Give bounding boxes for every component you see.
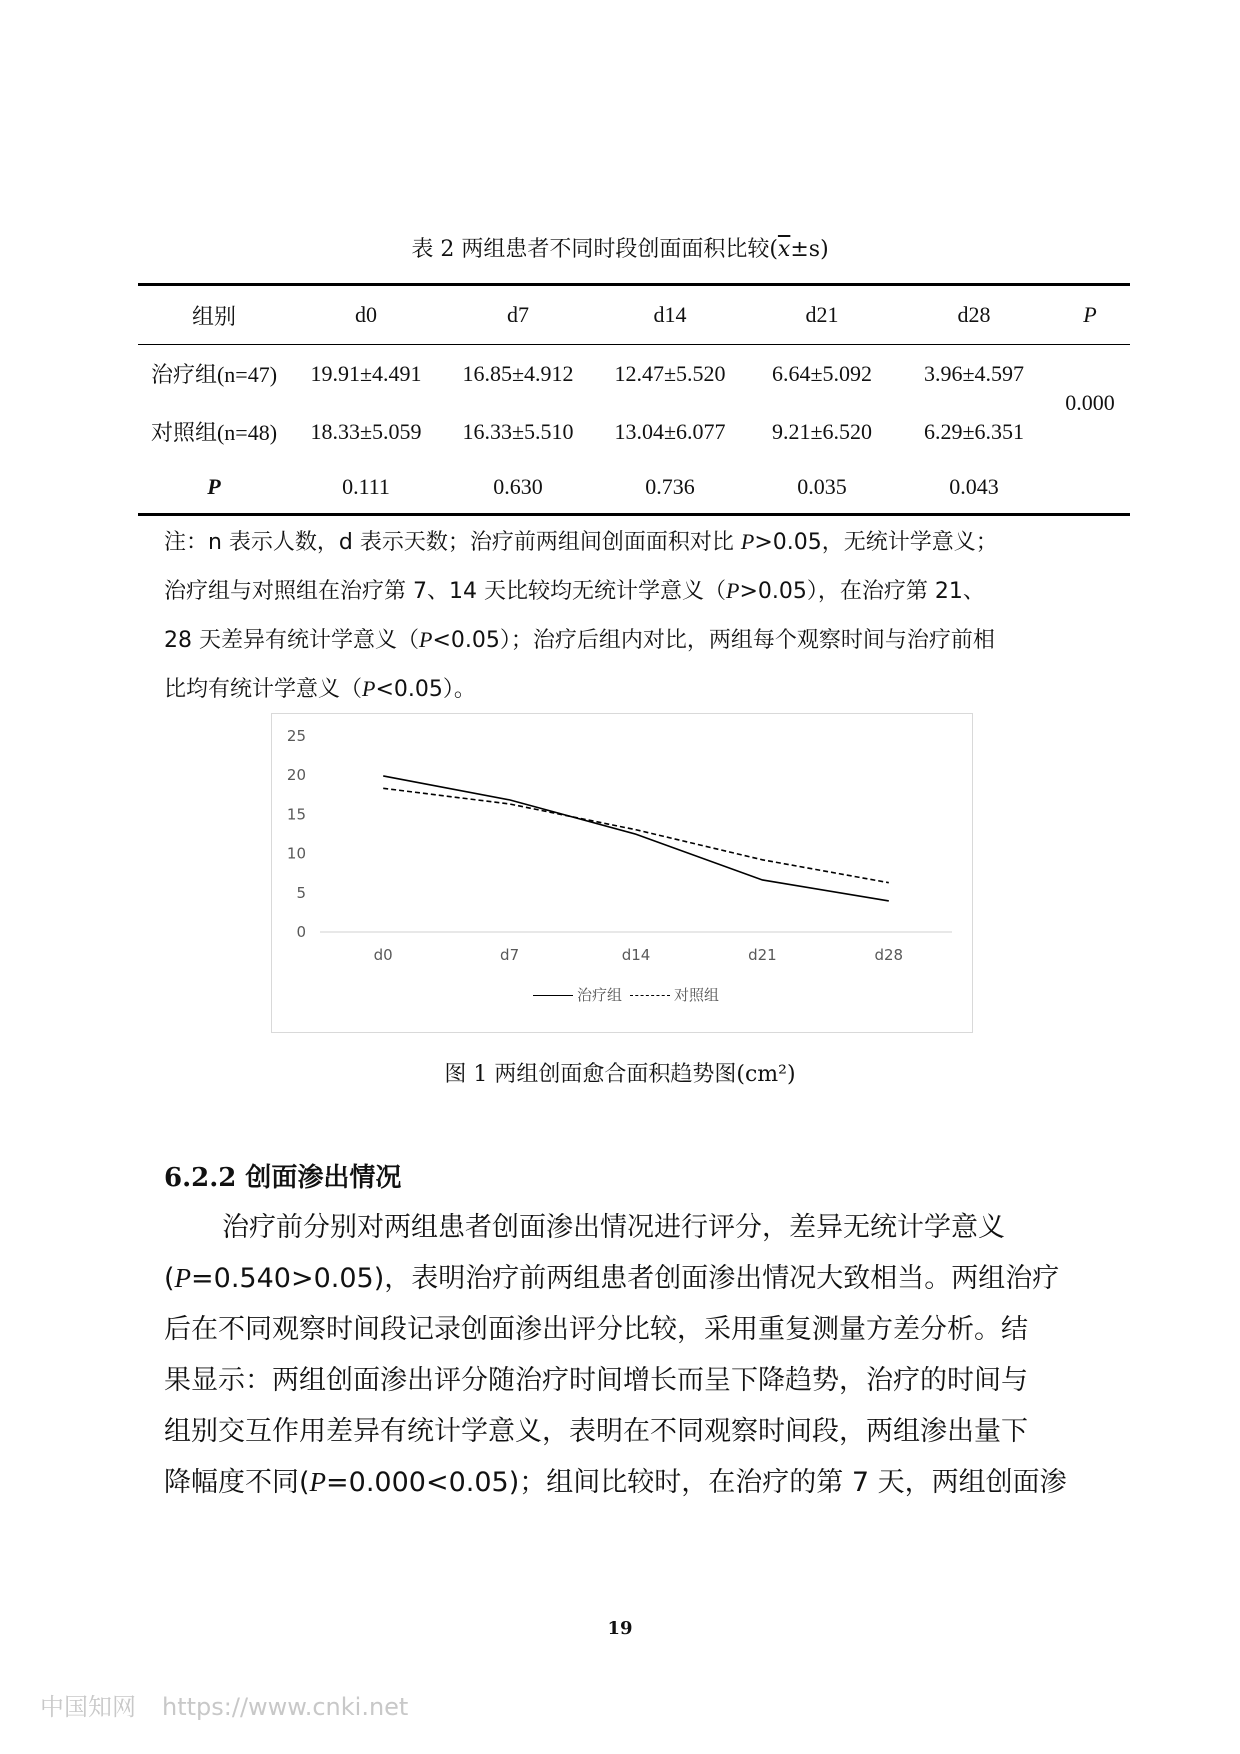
body-line: (P=0.540>0.05)，表明治疗前两组患者创面渗出情况大致相当。两组治疗: [164, 1263, 1060, 1294]
watermark-url: https://www.cnki.net: [162, 1693, 409, 1721]
table-caption: 表 2 两组患者不同时段创面面积比较$(\overline{x}\pm s)$: [411, 237, 829, 262]
series-line-treatment: [383, 776, 889, 901]
series-line-control: [383, 788, 889, 882]
page-number: 19: [607, 1618, 633, 1639]
wound-area-trend-chart: [271, 713, 973, 1033]
x-tick-label: d28: [874, 946, 904, 964]
table-cell: 16.33±5.510: [462, 418, 574, 444]
header-d0: d0: [290, 285, 442, 345]
table-row: [138, 345, 1130, 403]
row-label: 治疗组(n=47): [150, 362, 278, 388]
note-line: 28 天差异有统计学意义（P<0.05）；治疗后组内对比，两组每个观察时间与治疗前相: [164, 627, 995, 653]
header-d7: d7: [442, 285, 594, 345]
x-tick-label: d7: [500, 946, 520, 964]
header-d14: d14: [594, 285, 746, 345]
table-cell: 13.04±6.077: [614, 418, 726, 444]
table-cell: 0.043: [898, 461, 1050, 515]
header-d21: d21: [746, 285, 898, 345]
mean-symbol: $\overline{x}$: [777, 237, 791, 262]
y-tick-label: 20: [286, 766, 306, 785]
table-row: [138, 461, 1130, 515]
body-line: 果显示：两组创面渗出评分随治疗时间增长而呈下降趋势，治疗的时间与: [164, 1365, 1028, 1396]
y-tick-label: 10: [286, 844, 306, 863]
table-cell: 6.29±6.351: [923, 418, 1025, 444]
table-cell: 19.91±4.491: [310, 360, 422, 386]
y-tick-label: 15: [286, 805, 306, 824]
row-label: P: [138, 461, 290, 515]
section-heading: 6.2.2 创面渗出情况: [164, 1163, 402, 1193]
table-cell: 9.21±6.520: [771, 418, 873, 444]
header-d28: d28: [898, 285, 1050, 345]
body-line: 组别交互作用差异有统计学意义，表明在不同观察时间段，两组渗出量下: [164, 1416, 1028, 1447]
table-cell: 0.111: [290, 461, 442, 515]
table-cell: 12.47±5.520: [614, 360, 726, 386]
table-cell: 16.85±4.912: [462, 360, 574, 386]
legend-label: 对照组: [674, 986, 720, 1004]
y-tick-label: 5: [296, 883, 306, 902]
x-tick-label: d14: [621, 946, 651, 964]
row-label: 对照组(n=48): [150, 420, 278, 445]
header-group: 组别: [138, 285, 290, 345]
table-header-row: [138, 285, 1130, 345]
wound-area-table: [138, 283, 1130, 516]
legend-swatch-dashed: [630, 995, 670, 996]
watermark: [40, 1687, 434, 1722]
note-line: 治疗组与对照组在治疗第 7、14 天比较均无统计学意义（P>0.05），在治疗第 21、: [164, 578, 985, 604]
y-tick-label: 25: [286, 727, 306, 745]
body-line: 降幅度不同(P=0.000<0.05)；组间比较时，在治疗的第 7 天，两组创面渗: [164, 1467, 1067, 1498]
x-tick-label: d0: [373, 946, 393, 964]
watermark-brand: 中国知网: [40, 1693, 136, 1721]
table-cell: 0.736: [594, 461, 746, 515]
note-line: 比均有统计学意义（P<0.05）。: [164, 676, 476, 702]
legend-swatch-solid: [533, 995, 573, 996]
table-cell: 18.33±5.059: [310, 418, 422, 444]
chart-legend: [272, 984, 972, 1005]
legend-label: 治疗组: [576, 986, 622, 1004]
table-note: [164, 518, 1104, 714]
table-row: [138, 403, 1130, 461]
table-cell: 6.64±5.092: [771, 360, 873, 386]
header-p: P: [1050, 285, 1130, 345]
body-line: 治疗前分别对两组患者创面渗出情况进行评分，差异无统计学意义: [222, 1212, 1005, 1243]
x-tick-label: d21: [748, 946, 777, 964]
figure-caption: 图 1 两组创面愈合面积趋势图(cm²): [444, 1062, 796, 1087]
table-cell: 0.035: [746, 461, 898, 515]
note-line: 注：n 表示人数，d 表示天数；治疗前两组间创面面积对比 P>0.05，无统计学意义；: [164, 529, 998, 555]
y-tick-label: 0: [296, 923, 306, 941]
body-paragraph: [164, 1202, 1084, 1508]
table-cell: 0.630: [442, 461, 594, 515]
group-p-value: 0.000: [1065, 389, 1115, 415]
body-line: 后在不同观察时间段记录创面渗出评分比较，采用重复测量方差分析。结: [164, 1314, 1028, 1345]
table-cell: 3.96±4.597: [923, 360, 1025, 386]
